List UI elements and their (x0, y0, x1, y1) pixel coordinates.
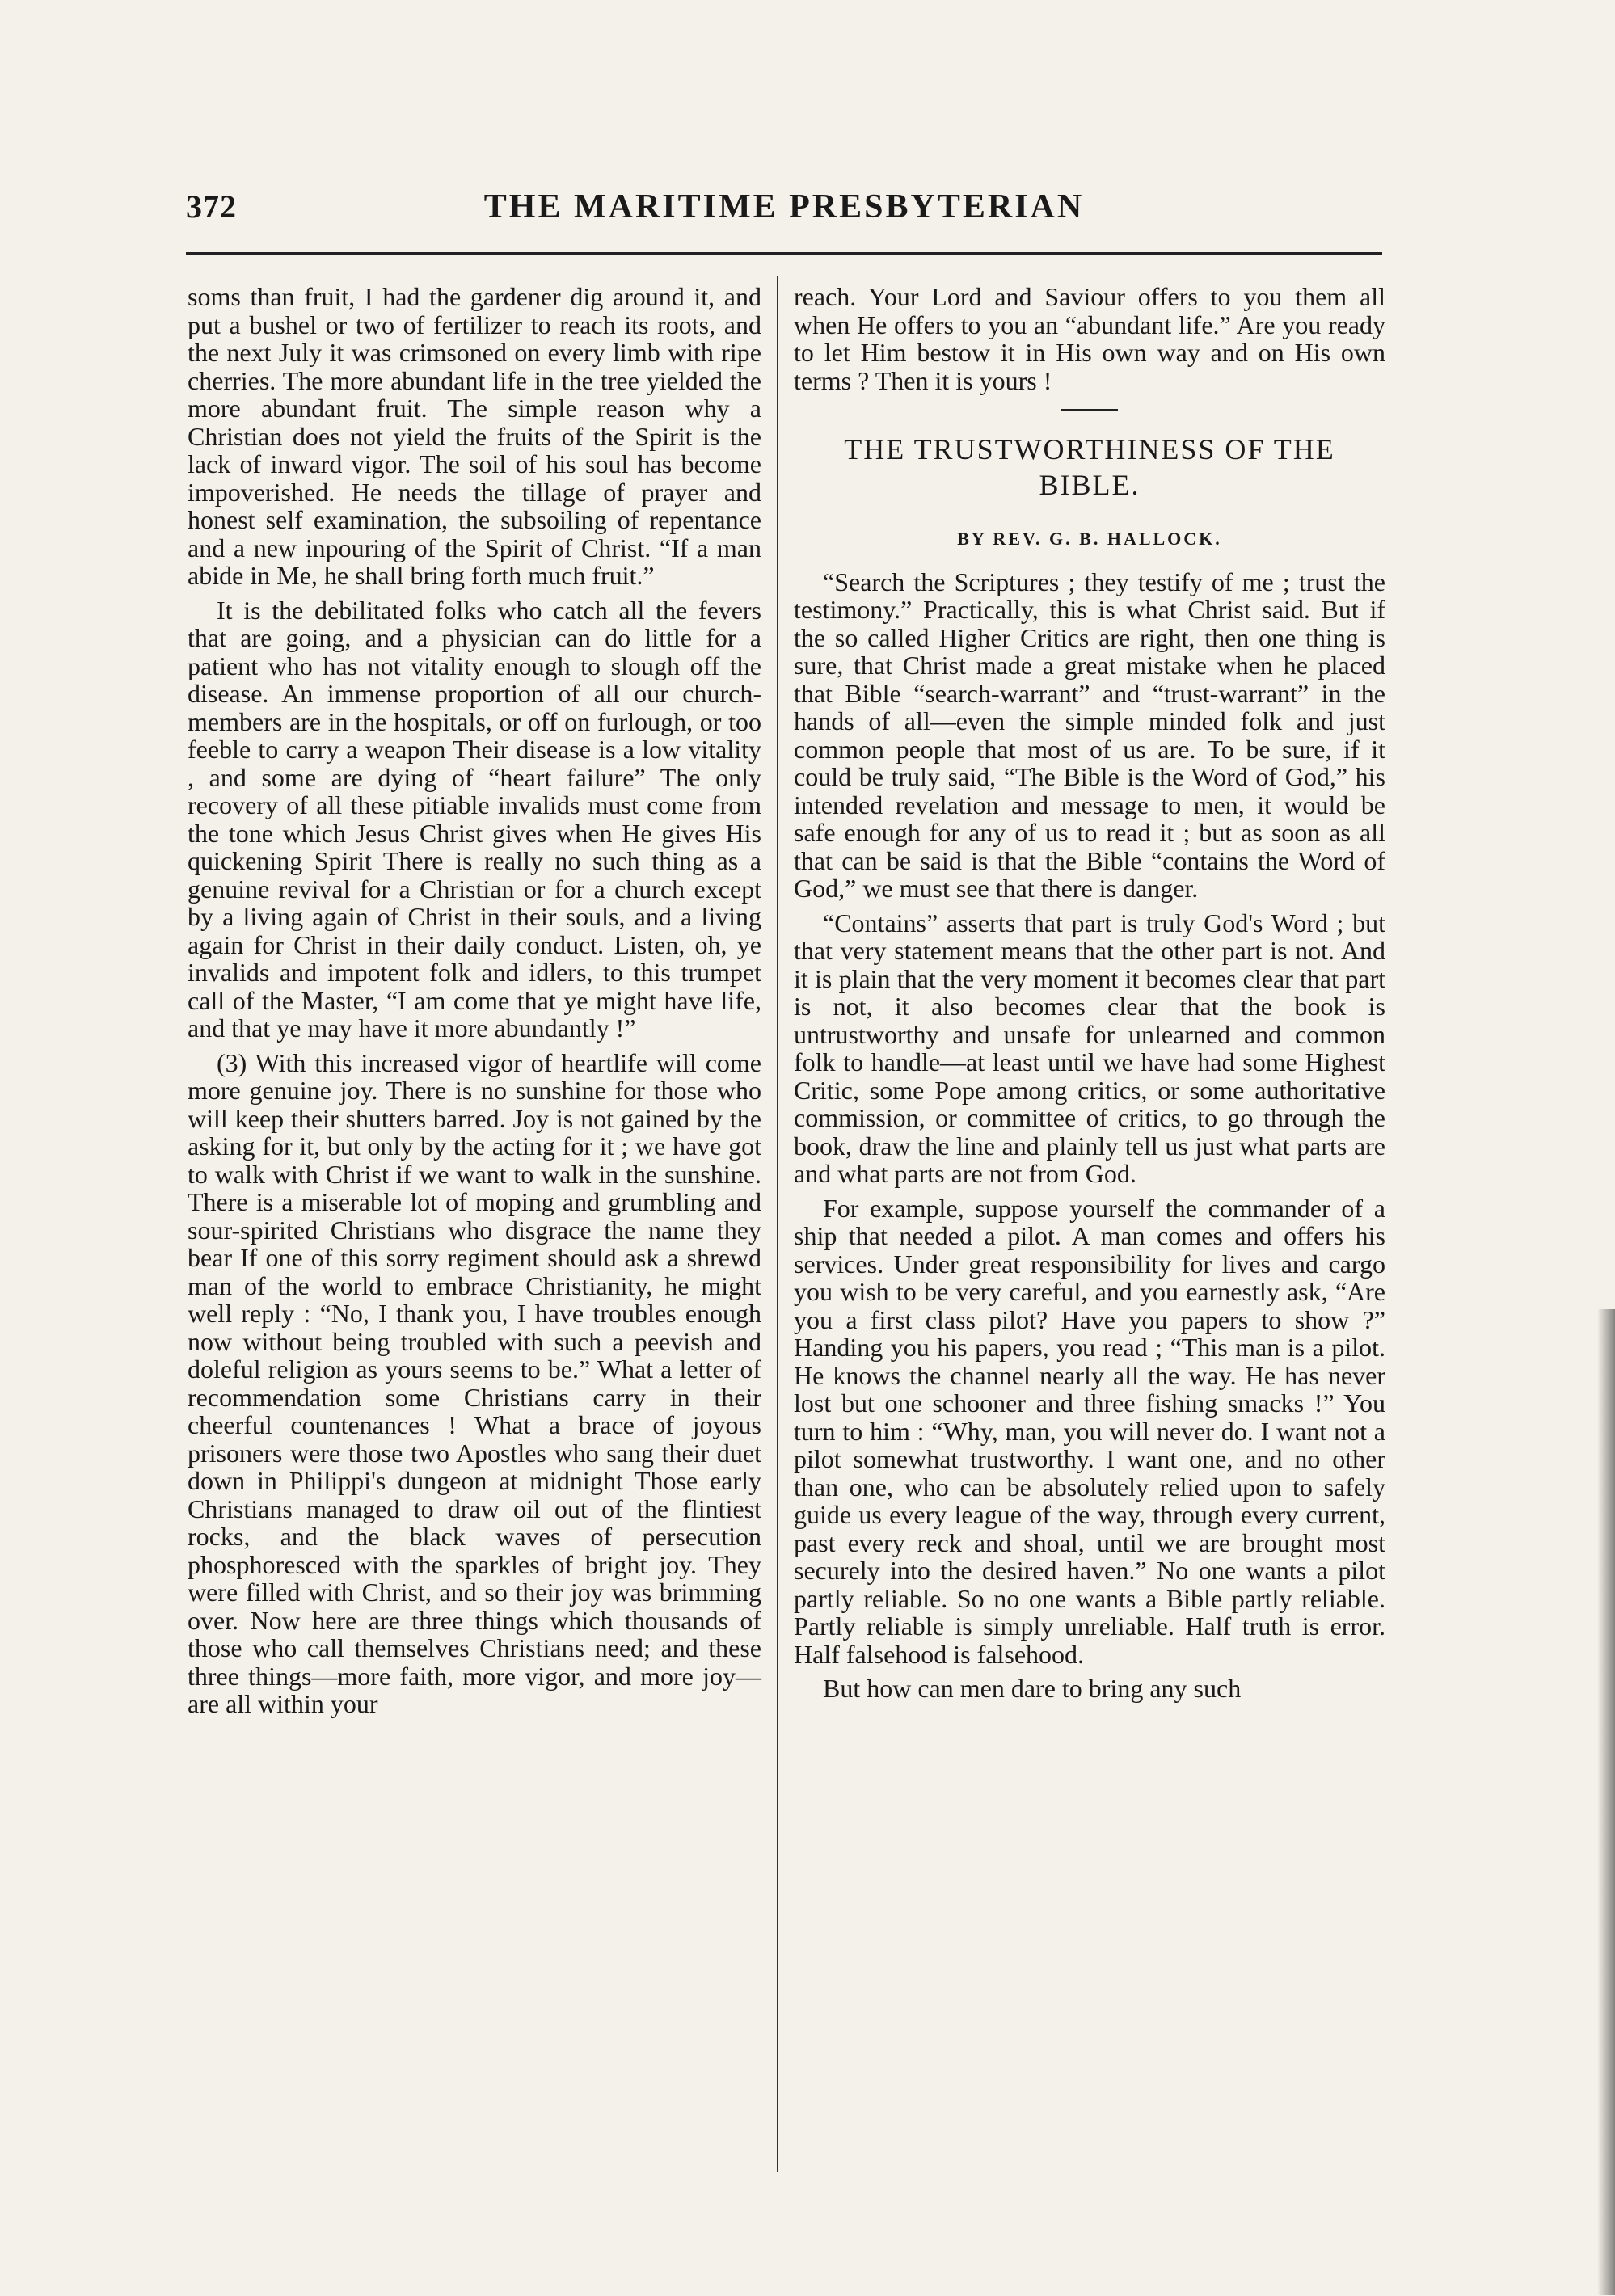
page-number: 372 (186, 188, 237, 225)
paragraph: soms than fruit, I had the gardener dig around it, and put a bushel or two of fertilizer to reach its roots, and the next July it was crimsoned on every limb with ripe cherries. The more abundant life in the tree yielded the more abundant fruit. The simple reason why a Christian does not yield the fruits of the Spirit is the lack of inward vigor. The soil of his soul has become impoverished. He needs the tillage of prayer and honest self examination, the subsoiling of repentance and a new inpouring of the Spirit of Christ. “If a man abide in Me, he shall bring forth much fruit.” (188, 282, 761, 590)
column-divider (777, 276, 778, 2172)
right-column (794, 283, 1385, 1709)
paragraph: For example, suppose yourself the commander of a ship that needed a pilot. A man comes and offers his services. Under great responsibility for lives and cargo you wish to be very careful, and you earnestly ask, “Are you a first class pilot? Have you papers to show ?” Handing you his papers, you read ; “This man is a pilot. He knows the channel nearly all the way. He has never lost but one schooner and three fishing smacks !” You turn to him : “Why, man, you will never do. I want not a pilot somewhat trustworthy. I want one, and no other than one, who can be absolutely relied upon to safely guide us every league of the way, through every current, past every reck and shoal, until we are brought most securely into the desired haven.” No one wants a pilot partly reliable. So no one wants a Bible partly reliable. Partly reliable is simply unreliable. Half truth is error. Half falsehood is falsehood. (794, 1193, 1385, 1669)
article-byline: BY REV. G. B. HALLOCK. (957, 529, 1222, 549)
paragraph: But how can men dare to bring any such (823, 1674, 1242, 1703)
running-title: THE MARITIME PRESBYTERIAN (483, 188, 1085, 225)
paragraph: “Search the Scriptures ; they testify of me ; trust the testimony.” Practically, this is what Christ said. But if the so called Higher Critics are right, then one thing is sure, that Christ made a great mistake when he placed that Bible “search-warrant” and “trust-warrant” in the hands of all—even the simple minded folk and just common people that most of us are. To be sure, if it could be truly said, “The Bible is the Word of God,” his intended revelation and message to men, it would be safe enough for any of us to read it ; but as soon as all that can be said is that the Bible “contains the Word of God,” we must see that there is danger. (794, 567, 1385, 903)
page-header (186, 187, 1382, 244)
article-title: THE TRUSTWORTHINESS OF THE BIBLE. (844, 433, 1335, 501)
paragraph: reach. Your Lord and Saviour offers to you them all when He offers to you an “abundant life.” Are you ready to let Him bestow it in His own way and on His own terms ? Then it is yours ! (794, 282, 1385, 395)
header-rule (186, 252, 1382, 255)
paragraph: It is the debilitated folks who catch all the fevers that are going, and a physician can do little for a patient who has not vitality enough to slough off the disease. An immense proportion of all our church-members are in the hospitals, or off on furlough, or too feeble to carry a weapon Their disease is a low vitality , and some are dying of “heart failure” The only recovery of all these pitiable invalids must come from the tone which Jesus Christ gives when He gives His quickening Spirit There is really no such thing as a genuine revival for a Christian or for a church except by a living again of Christ in their souls, and a living again for Christ in their daily conduct. Listen, oh, ye invalids and impotent folk and idlers, to this trumpet call of the Master, “I am come that ye might have life, and that ye may have it more abundantly !” (188, 595, 761, 1043)
left-column (188, 283, 761, 1725)
paragraph: “Contains” asserts that part is truly God's Word ; but that very statement means that the other part is not. And it is plain that the very moment it becomes clear that part is not, it also becomes clear that the book is untrustworthy and unsafe for unlearned and common folk to handle—at least until we have had some Highest Critic, some Pope among critics, or some authoritative commission, or committee of critics, to go through the book, draw the line and plainly tell us just what parts are and what parts are not from God. (794, 908, 1385, 1188)
page-edge-shadow (1597, 1309, 1615, 2295)
paragraph: (3) With this increased vigor of heartlife will come more genuine joy. There is no sunshine for those who will keep their shutters barred. Joy is not gained by the asking for it, but only by the acting for it ; we have got to walk with Christ if we want to walk in the sunshine. There is a miserable lot of moping and grumbling and sour-spirited Christians who disgrace the name they bear If one of this sorry regiment should ask a shrewd man of the world to embrace Christianity, he might well reply : “No, I thank you, I have troubles enough now without being troubled with such a peevish and doleful religion as yours seems to be.” What a letter of recommendation some Christians carry in their cheerful countenances ! What a brace of joyous prisoners were those two Apostles who sang their duet down in Philippi's dungeon at midnight Those early Christians managed to draw oil out of the flintiest rocks, and the black waves of persecution phosphoresced with the sparkles of bright joy. They were filled with Christ, and so their joy was brimming over. Now here are three things which thousands of those who call themselves Christians need; and these three things—more faith, more vigor, and more joy—are all within your (188, 1047, 761, 1718)
section-separator (1061, 409, 1118, 411)
